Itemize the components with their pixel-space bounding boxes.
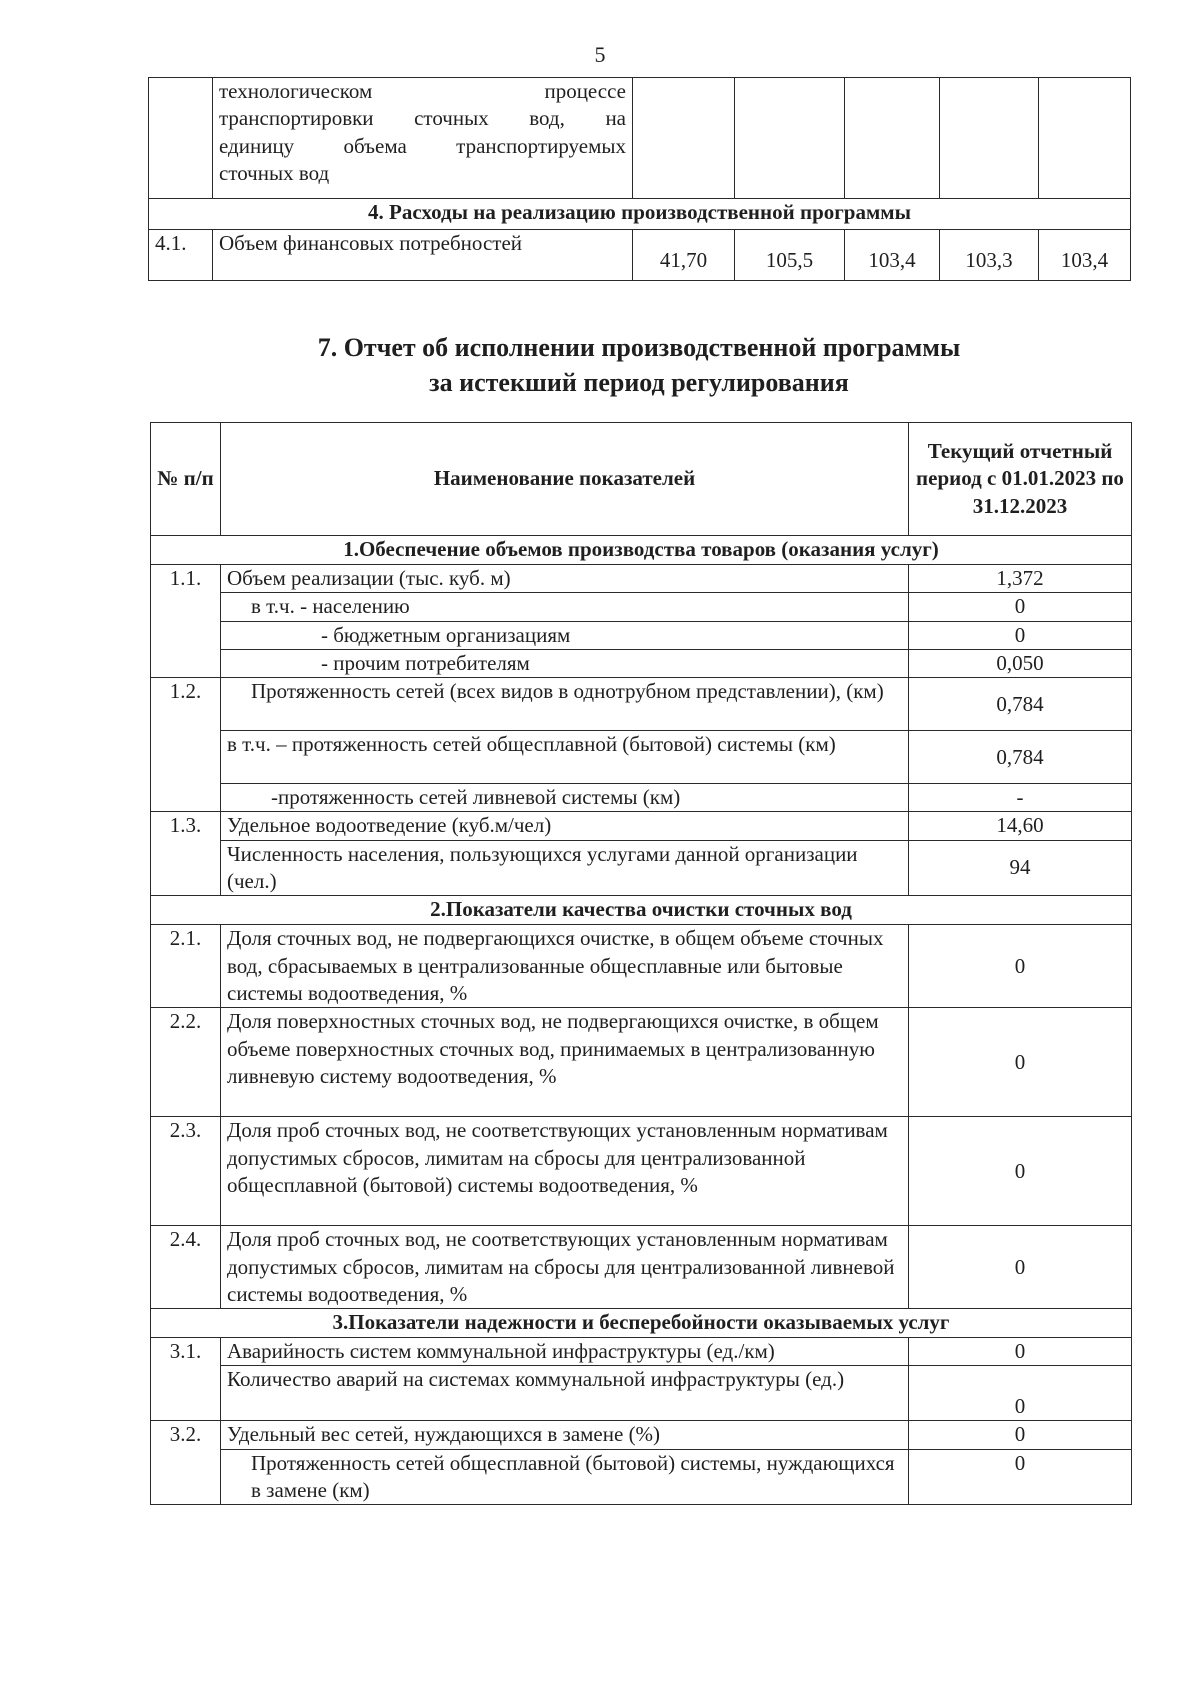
section-title: 3.Показатели надежности и бесперебойности оказываемых услуг xyxy=(151,1309,1132,1338)
row-label: в т.ч. – протяженность сетей общесплавной (бытовой) системы (км) xyxy=(221,731,909,784)
value-cell: 1,372 xyxy=(909,565,1132,593)
row-label: Аварийность систем коммунальной инфраструктуры (ед./км) xyxy=(221,1338,909,1366)
table-row xyxy=(151,1338,1132,1366)
value-cell: 103,3 xyxy=(940,230,1039,281)
section-row xyxy=(151,1309,1132,1338)
value-cell: 103,4 xyxy=(1039,230,1131,281)
value-cell: 0 xyxy=(909,1226,1132,1309)
table-row xyxy=(151,1421,1132,1449)
value-cell: 0 xyxy=(909,1117,1132,1226)
value-cell: 0 xyxy=(909,1338,1132,1366)
table-row xyxy=(151,812,1132,840)
table-row xyxy=(151,731,1132,784)
value-cell: 0,050 xyxy=(909,649,1132,677)
section-heading xyxy=(148,330,1130,401)
section-title: 4. Расходы на реализацию производственной программы xyxy=(149,199,1131,230)
table-row xyxy=(151,593,1132,621)
row-number: 2.4. xyxy=(151,1226,221,1309)
value-cell: 0 xyxy=(909,1008,1132,1117)
row-label: Протяженность сетей (всех видов в однотрубном представлении), (км) xyxy=(221,678,909,731)
table-row xyxy=(151,1226,1132,1309)
row-number: 2.3. xyxy=(151,1117,221,1226)
section-title: 1.Обеспечение объемов производства товаров (оказания услуг) xyxy=(151,536,1132,565)
value-cell: 94 xyxy=(909,840,1132,896)
row-label: Количество аварий на системах коммунальной инфраструктуры (ед.) xyxy=(221,1366,909,1421)
table-row xyxy=(149,230,1131,281)
value-cell: 0 xyxy=(909,593,1132,621)
value-cell: 0 xyxy=(909,1449,1132,1505)
row-label: Удельное водоотведение (куб.м/чел) xyxy=(221,812,909,840)
table-row xyxy=(151,1117,1132,1226)
row-number: 4.1. xyxy=(149,230,213,281)
table-row xyxy=(151,925,1132,1008)
row-label: Численность населения, пользующихся услугами данной организации (чел.) xyxy=(221,840,909,896)
table-row xyxy=(151,678,1132,731)
row-label: Объем реализации (тыс. куб. м) xyxy=(221,565,909,593)
row-label: Доля проб сточных вод, не соответствующих установленным нормативам допустимых сбросов, лимитам на сбросы для централизованной общесплавной (бытовой) системы водоотведения, % xyxy=(221,1117,909,1226)
row-label: Доля проб сточных вод, не соответствующих установленным нормативам допустимых сбросов, лимитам на сбросы для централизованной ливневой системы водоотведения, % xyxy=(221,1226,909,1309)
section-row xyxy=(151,536,1132,565)
value-cell: 0 xyxy=(909,925,1132,1008)
row-label: Объем финансовых потребностей xyxy=(213,230,633,281)
table-row xyxy=(151,1366,1132,1421)
page-number: 5 xyxy=(594,42,606,67)
section-row xyxy=(151,896,1132,925)
header-period: Текущий отчетный период с 01.01.2023 по 31.12.2023 xyxy=(909,423,1132,536)
table-row xyxy=(151,649,1132,677)
table-row xyxy=(151,840,1132,896)
production-program-table xyxy=(148,77,1131,281)
heading-line: за истекший период регулирования xyxy=(429,368,849,398)
row-label: Протяженность сетей общесплавной (бытовой) системы, нуждающихся в замене (км) xyxy=(221,1449,909,1505)
value-cell: 0,784 xyxy=(909,731,1132,784)
row-number: 3.2. xyxy=(151,1421,221,1505)
row-label: Доля сточных вод, не подвергающихся очистке, в общем объеме сточных вод, сбрасываемых в централизованные общесплавные или бытовые системы водоотведения, % xyxy=(221,925,909,1008)
row-number: 1.3. xyxy=(151,812,221,896)
section-title: 2.Показатели качества очистки сточных вод xyxy=(151,896,1132,925)
row-label: - прочим потребителям xyxy=(221,649,909,677)
value-cell: 0,784 xyxy=(909,678,1132,731)
value-cell: 103,4 xyxy=(845,230,940,281)
report-table xyxy=(150,422,1132,1505)
row-number: 3.1. xyxy=(151,1338,221,1421)
row-label: в т.ч. - населению xyxy=(221,593,909,621)
value-cell: 0 xyxy=(909,1366,1132,1421)
value-cell: 0 xyxy=(909,621,1132,649)
heading-line: 7. Отчет об исполнении производственной программы xyxy=(317,333,961,362)
row-label: Доля поверхностных сточных вод, не подвергающихся очистке, в общем объеме поверхностных сточных вод, принимаемых в централизованную ливневую систему водоотведения, % xyxy=(221,1008,909,1117)
table-row xyxy=(149,78,1131,199)
text-line: сточных вод xyxy=(219,160,330,185)
table-row xyxy=(151,621,1132,649)
text-line: единицу объема транспортируемых xyxy=(219,133,626,158)
text-line: технологическом процессе xyxy=(219,79,626,103)
row-number: 1.1. xyxy=(151,565,221,678)
value-cell: 14,60 xyxy=(909,812,1132,840)
section-row xyxy=(149,199,1131,230)
value-cell: - xyxy=(909,784,1132,812)
text-line: транспортировки сточных вод, на xyxy=(219,106,626,131)
row-number: 2.1. xyxy=(151,925,221,1008)
header-name: Наименование показателей xyxy=(221,423,909,536)
row-label: Удельный вес сетей, нуждающихся в замене (%) xyxy=(221,1421,909,1449)
table-row xyxy=(151,1008,1132,1117)
continued-indicator-text xyxy=(213,78,633,199)
row-number: 2.2. xyxy=(151,1008,221,1117)
table-row xyxy=(151,784,1132,812)
value-cell: 0 xyxy=(909,1421,1132,1449)
row-label: - бюджетным организациям xyxy=(221,621,909,649)
header-row xyxy=(151,423,1132,536)
table-row xyxy=(151,565,1132,593)
value-cell: 41,70 xyxy=(633,230,735,281)
row-number: 1.2. xyxy=(151,678,221,812)
value-cell: 105,5 xyxy=(735,230,845,281)
table-row xyxy=(151,1449,1132,1505)
row-label: -протяженность сетей ливневой системы (км) xyxy=(221,784,909,812)
header-number: № п/п xyxy=(151,423,221,536)
